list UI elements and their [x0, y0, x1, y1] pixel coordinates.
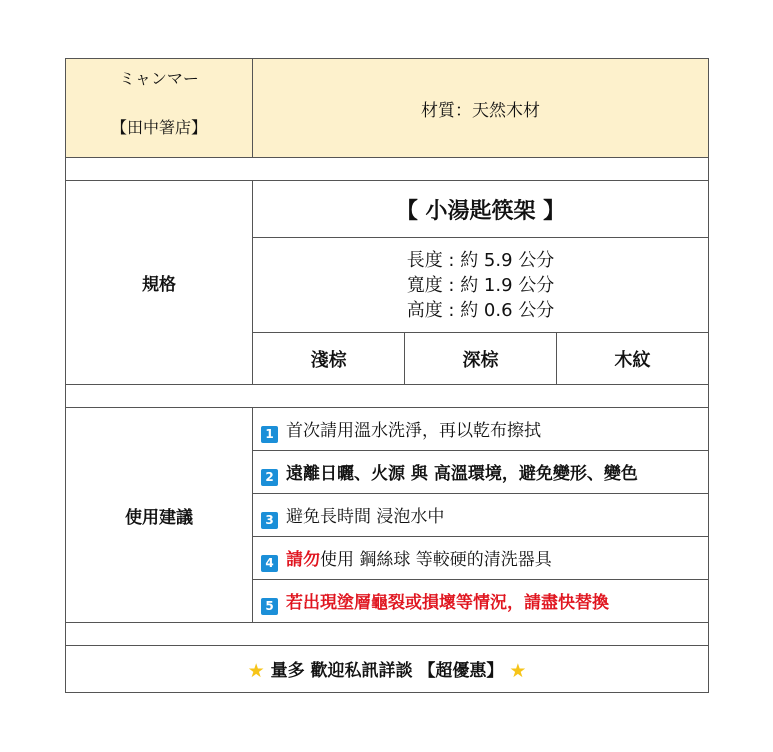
usage-item — [253, 537, 709, 580]
footer-cell — [66, 646, 709, 693]
usage-item — [253, 408, 709, 451]
product-title: 【 小湯匙筷架 】 — [253, 181, 709, 238]
number-3-icon: 3 — [261, 512, 278, 529]
color-options-cell — [253, 333, 709, 385]
length-dimension: 長度 : 約 5.9 公分 — [406, 249, 555, 271]
brand-store: 【田中箸店】 — [110, 118, 207, 137]
number-4-icon: 4 — [261, 555, 278, 572]
brand-cell — [66, 59, 253, 158]
usage-text: 首次請用溫水洗淨，再以乾布擦拭 — [286, 420, 541, 441]
usage-text: 若出現塗層龜裂或損壞等情況，請盡快替換 — [286, 592, 609, 613]
brand-country: ミャンマー — [119, 69, 199, 88]
color-option-wood-grain: 木紋 — [556, 333, 708, 384]
number-2-icon: 2 — [261, 469, 278, 486]
star-icon: ★ — [509, 660, 527, 682]
color-option-dark-brown: 深棕 — [405, 333, 557, 384]
spacer-row — [66, 623, 709, 646]
product-spec-table — [65, 58, 709, 693]
usage-text: 使用 鋼絲球 等較硬的清洗器具 — [320, 549, 552, 570]
color-options — [253, 333, 708, 384]
spacer-row — [66, 158, 709, 181]
spec-label: 規格 — [66, 181, 253, 385]
number-5-icon: 5 — [261, 598, 278, 615]
width-dimension: 寬度 : 約 1.9 公分 — [406, 274, 555, 296]
spacer-row — [66, 385, 709, 408]
usage-text: 遠離日曬、火源 與 高溫環境，避免變形、變色 — [286, 463, 638, 484]
usage-item — [253, 451, 709, 494]
material-cell: 材質：天然木材 — [253, 59, 709, 158]
footer-text: 量多 歡迎私訊詳談 【超優惠】 — [270, 661, 504, 681]
usage-item — [253, 494, 709, 537]
usage-text: 避免長時間 浸泡水中 — [286, 506, 445, 527]
number-1-icon: 1 — [261, 426, 278, 443]
warning-text: 請勿 — [286, 549, 320, 570]
height-dimension: 高度 : 約 0.6 公分 — [406, 299, 555, 321]
star-icon: ★ — [247, 660, 265, 682]
usage-item — [253, 580, 709, 623]
usage-label: 使用建議 — [66, 408, 253, 623]
dimensions-cell — [253, 238, 709, 333]
color-option-light-brown: 淺棕 — [310, 349, 347, 371]
